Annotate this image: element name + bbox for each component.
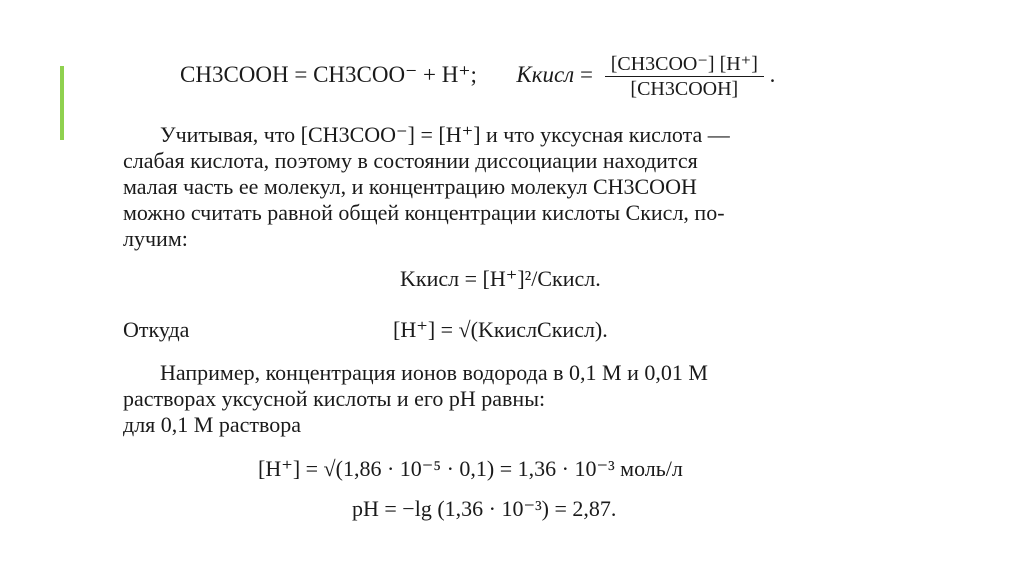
paragraph2-line2: растворах уксусной кислоты и его pH равны: <box>123 386 546 411</box>
paragraph2-line1: Например, концентрация ионов водорода в 0,1 M и 0,01 M <box>160 360 708 385</box>
paragraph1-line5: лучим: <box>123 226 188 251</box>
equals-sign: = <box>579 61 593 87</box>
fraction-denominator: [CH3COOH] <box>630 78 739 100</box>
equation-end: . <box>769 61 776 87</box>
equation-k: Kкисл = [H⁺]²/Cкисл. <box>400 266 601 291</box>
paragraph2-line3: для 0,1 M раствора <box>123 412 301 437</box>
equation-dissociation <box>180 52 775 101</box>
paragraph1-line1: Учитывая, что [CH3COO⁻] = [H⁺] и что уксусная кислота — <box>160 122 730 147</box>
paragraph1-line3: малая часть ее молекул, и концентрацию молекул CH3COOH <box>123 174 697 199</box>
equation-h-prefix: Откуда <box>123 317 190 342</box>
equilibrium-fraction <box>605 52 764 101</box>
paragraph1-line2: слабая кислота, поэтому в состоянии диссоциации находится <box>123 148 698 173</box>
equation-h-value: [H⁺] = √(1,86 · 10⁻⁵ · 0,1) = 1,36 · 10⁻³ моль/л <box>258 456 683 481</box>
fraction-numerator: [CH3COO⁻] [H⁺] <box>605 52 764 77</box>
k-label: Kкисл <box>516 61 575 87</box>
paragraph1-line4: можно считать равной общей концентрации кислоты Cкисл, по- <box>123 200 725 225</box>
accent-bar <box>60 66 64 140</box>
equation-ph: pH = −lg (1,36 · 10⁻³) = 2,87. <box>352 496 617 521</box>
equation-h: [H⁺] = √(KкислCкисл). <box>393 317 608 342</box>
dissociation-reaction: CH3COOH = CH3COO⁻ + H⁺; <box>180 61 477 87</box>
